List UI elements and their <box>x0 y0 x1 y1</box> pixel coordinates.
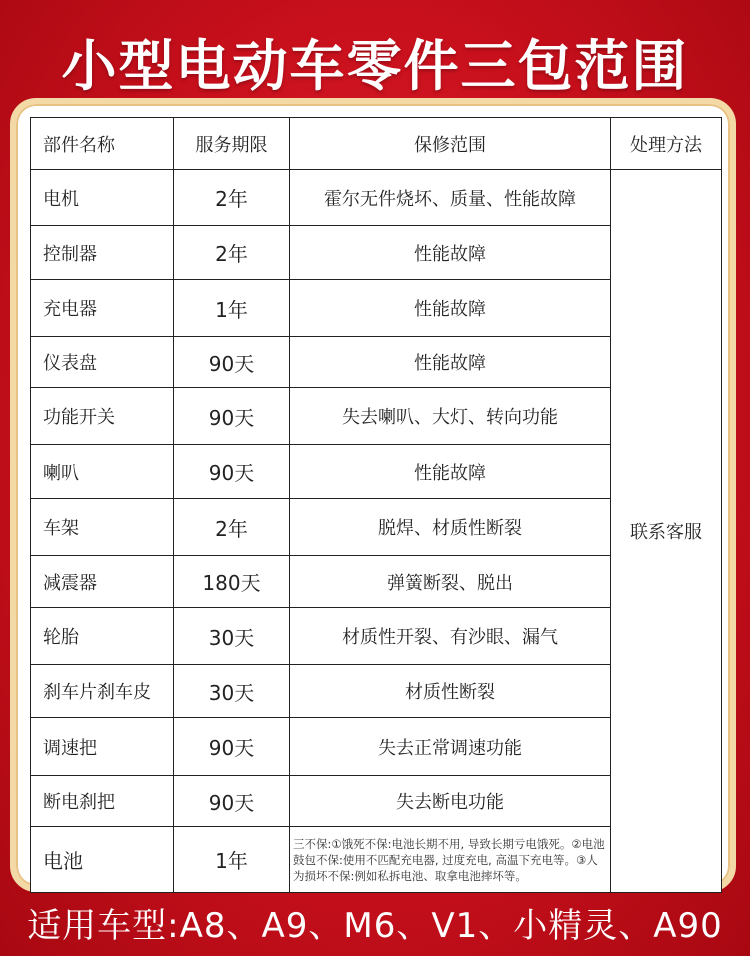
warranty-scope: 霍尔无件烧坏、质量、性能故障 <box>290 170 611 226</box>
service-period: 1年 <box>174 827 290 893</box>
handling-method: 联系客服 <box>611 170 722 893</box>
warranty-scope: 性能故障 <box>290 337 611 388</box>
service-period: 90天 <box>174 776 290 827</box>
header-warranty-scope: 保修范围 <box>290 118 611 170</box>
table-row <box>31 170 722 226</box>
service-period: 90天 <box>174 337 290 388</box>
service-period: 180天 <box>174 556 290 608</box>
service-period: 2年 <box>174 226 290 280</box>
battery-exclusion-note: 三不保:①饿死不保:电池长期不用, 导致长期亏电饿死。②电池鼓包不保:使用不匹配充电器, 过度充电, 高温下充电等。③人为损坏不保:例如私拆电池、取拿电池摔坏等。 <box>290 827 611 893</box>
part-name: 车架 <box>31 499 174 556</box>
warranty-scope: 材质性断裂 <box>290 665 611 718</box>
service-period: 2年 <box>174 499 290 556</box>
warranty-scope: 脱焊、材质性断裂 <box>290 499 611 556</box>
warranty-scope: 性能故障 <box>290 280 611 337</box>
warranty-scope: 弹簧断裂、脱出 <box>290 556 611 608</box>
warranty-scope: 性能故障 <box>290 445 611 499</box>
page-title: 小型电动车零件三包范围 <box>61 34 689 98</box>
part-name: 减震器 <box>31 556 174 608</box>
service-period: 1年 <box>174 280 290 337</box>
warranty-scope: 失去喇叭、大灯、转向功能 <box>290 388 611 445</box>
part-name: 电机 <box>31 170 174 226</box>
warranty-table <box>30 117 722 893</box>
part-name: 调速把 <box>31 718 174 776</box>
part-name: 电池 <box>31 827 174 893</box>
part-name: 断电刹把 <box>31 776 174 827</box>
header-service-period: 服务期限 <box>174 118 290 170</box>
warranty-scope: 失去断电功能 <box>290 776 611 827</box>
service-period: 90天 <box>174 388 290 445</box>
applicable-models: 适用车型:A8、A9、M6、V1、小精灵、A90 <box>27 906 723 946</box>
warranty-scope: 失去正常调速功能 <box>290 718 611 776</box>
part-name: 轮胎 <box>31 608 174 665</box>
service-period: 2年 <box>174 170 290 226</box>
part-name: 功能开关 <box>31 388 174 445</box>
service-period: 90天 <box>174 445 290 499</box>
part-name: 刹车片刹车皮 <box>31 665 174 718</box>
warranty-scope: 性能故障 <box>290 226 611 280</box>
part-name: 充电器 <box>31 280 174 337</box>
part-name: 喇叭 <box>31 445 174 499</box>
part-name: 控制器 <box>31 226 174 280</box>
warranty-scope: 材质性开裂、有沙眼、漏气 <box>290 608 611 665</box>
service-period: 30天 <box>174 608 290 665</box>
service-period: 30天 <box>174 665 290 718</box>
header-handling-method: 处理方法 <box>611 118 722 170</box>
header-part-name: 部件名称 <box>31 118 174 170</box>
service-period: 90天 <box>174 718 290 776</box>
table-header-row <box>31 118 722 170</box>
part-name: 仪表盘 <box>31 337 174 388</box>
